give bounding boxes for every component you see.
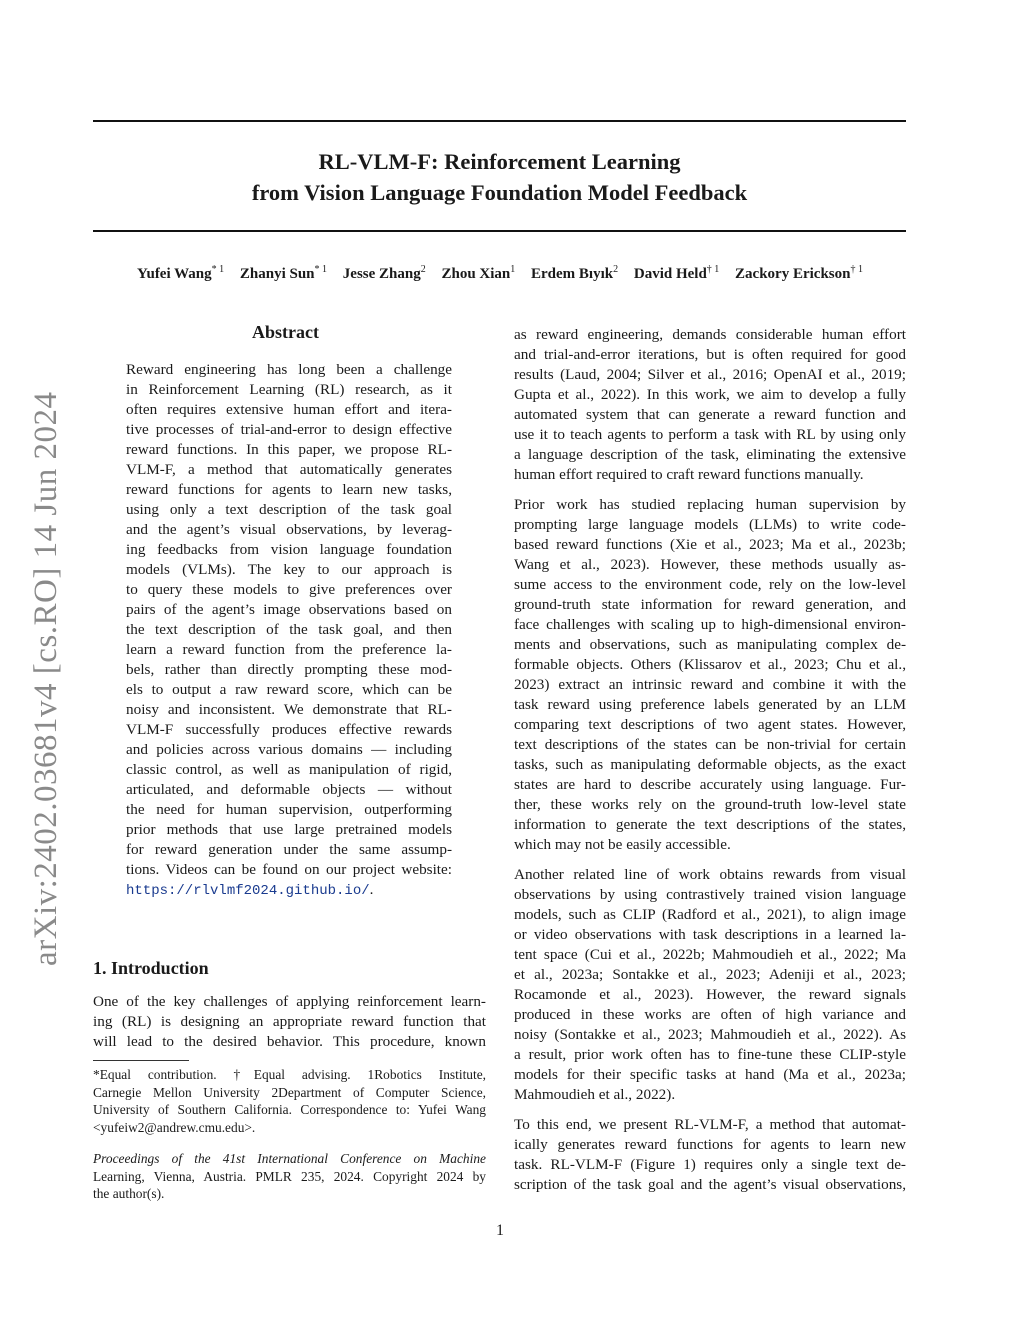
abstract-line: els to output a raw reward score, which can be	[126, 681, 452, 698]
abstract-line: and policies across various domains — including	[126, 741, 452, 758]
text-line: Wang et al., 2023). However, these methods usually as-	[514, 556, 906, 573]
text-line: information to generate the text descriptions of the states,	[514, 816, 906, 833]
paragraph	[514, 325, 906, 485]
author: Jesse Zhang$^2$	[342, 264, 426, 282]
abstract-line: often requires extensive human effort and itera-	[126, 401, 452, 418]
title-line-1: RL-VLM-F: Reinforcement Learning	[318, 149, 681, 174]
abstract-line: VLM-F, a method that automatically generates	[126, 461, 452, 478]
text-line: prompting large language models (LLMs) to write code-	[514, 516, 906, 533]
section-heading-introduction: 1. Introduction	[93, 958, 209, 978]
title-line-2: from Vision Language Foundation Model Feedback	[251, 180, 748, 205]
text-line: Mahmoudieh et al., 2022).	[514, 1086, 676, 1103]
footnote-line: *Equal contribution. †Equal advising. 1Robotics Institute,	[93, 1067, 486, 1082]
abstract-line: using only a text description of the task goal	[126, 501, 452, 518]
footnote-line: University of Southern California. Correspondence to: Yufei Wang	[93, 1102, 486, 1117]
paragraph	[514, 865, 906, 1105]
text-line: ground-truth state information for reward generation, and	[514, 596, 906, 613]
footnote-line: <yufeiw2@andrew.cmu.edu>.	[93, 1119, 256, 1135]
proceedings-line: the author(s).	[93, 1186, 165, 1201]
top-rule	[93, 120, 906, 122]
paper-title	[93, 146, 906, 208]
text-line: task reward using preference labels generated by an LLM	[514, 696, 906, 713]
abstract-line: VLM-F successfully produces effective rewards	[126, 721, 452, 738]
abstract-line: tions. Videos can be found on our project website:	[126, 861, 452, 878]
text-line: tent space (Cui et al., 2022b; Mahmoudieh et al., 2022; Ma	[514, 946, 906, 963]
author: Zackory Erickson$^{\dagger 1}$	[735, 264, 863, 282]
text-line: observations by using contrastively trained vision language	[514, 886, 906, 903]
text-line: face challenges with scaling up to high-dimensional environ-	[514, 616, 906, 633]
abstract-line: models (VLMs). The key to our approach is	[126, 561, 452, 578]
text-line: use it to teach agents to perform a task with RL by using only	[514, 426, 906, 443]
proceedings-line: Proceedings of the 41st International Conference on Machine	[93, 1151, 486, 1166]
text-line: human effort required to craft reward functions manually.	[514, 466, 864, 483]
text-line: noisy (Sontakke et al., 2023; Mahmoudieh et al., 2022). As	[514, 1026, 906, 1043]
abstract-url-line: https://rlvlmf2024.github.io/.	[126, 881, 374, 899]
author: Zhou Xian$^1$	[441, 264, 516, 282]
abstract-line: tive processes of trial-and-error to design effective	[126, 421, 452, 438]
page-number: 1	[496, 1222, 504, 1239]
author-list	[60, 266, 940, 283]
abstract-line: articulated, and deformable objects — without	[126, 781, 452, 798]
text-line: et al., 2023a; Sontakke et al., 2023; Adeniji et al., 2023;	[514, 966, 906, 983]
project-website-link[interactable]: https://rlvlmf2024.github.io/	[126, 883, 370, 899]
author: David Held$^{\dagger 1}$	[633, 264, 720, 282]
abstract-line: pairs of the agent’s image observations based on	[126, 601, 452, 618]
abstract-heading: Abstract	[252, 322, 319, 342]
abstract-line: in Reinforcement Learning (RL) research, as it	[126, 381, 452, 398]
intro-body	[93, 992, 486, 1052]
text-line: as reward engineering, demands considerable human effort	[514, 326, 906, 343]
text-line: a result, prior work often has to fine-tune these CLIP-style	[514, 1046, 906, 1063]
text-line: comparing text descriptions of two agent states. However,	[514, 716, 906, 733]
abstract-line: noisy and inconsistent. We demonstrate that RL-	[126, 701, 452, 718]
footnote-rule	[93, 1060, 189, 1061]
text-line: 2023) extract an intrinsic reward and combine it with the	[514, 676, 906, 693]
text-line: and trial-and-error iterations, but is often required for good	[514, 346, 906, 363]
text-line: states are hard to describe accurately using language. Fur-	[514, 776, 906, 793]
text-line: produced in these works are often of high variance and	[514, 1006, 906, 1023]
author: Erdem Bıyık$^2$	[531, 264, 619, 282]
abstract-line: and the agent’s visual observations, by leverag-	[126, 521, 452, 538]
intro-line: will lead to the desired behavior. This procedure, known	[93, 1033, 486, 1050]
text-line: which may not be easily accessible.	[514, 836, 731, 853]
text-line: Gupta et al., 2022). In this work, we aim to develop a fully	[514, 386, 906, 403]
text-line: tasks, such as manipulating deformable objects, as the exact	[514, 756, 906, 773]
text-line: ther, these works rely on the ground-truth low-level state	[514, 796, 906, 813]
paragraph	[514, 1115, 906, 1195]
text-line: sume access to the environment code, rely on the low-level	[514, 576, 906, 593]
abstract-line: the text description of the task goal, and then	[126, 621, 452, 638]
abstract-line: to query these models to give preferences over	[126, 581, 452, 598]
right-column	[514, 325, 906, 1205]
abstract-line: ing feedbacks from vision language foundation	[126, 541, 452, 558]
author: Zhanyi Sun$^{* 1}$	[239, 264, 328, 282]
abstract-line: reward functions for agents to learn new tasks,	[126, 481, 452, 498]
text-line: ments and observations, such as manipulating complex de-	[514, 636, 906, 653]
text-line: To this end, we present RL-VLM-F, a method that automat-	[514, 1116, 906, 1133]
text-line: Rocamonde et al., 2023). However, the reward signals	[514, 986, 906, 1003]
text-line: results (Laud, 2004; Silver et al., 2016; OpenAI et al., 2019;	[514, 366, 906, 383]
proceedings-note	[93, 1150, 486, 1203]
abstract-line: bels, rather than directly prompting these mod-	[126, 661, 452, 678]
text-line: scription of the task goal and the agent’s visual observations,	[514, 1176, 906, 1193]
footnote-line: Carnegie Mellon University 2Department of Computer Science,	[93, 1084, 486, 1100]
intro-line: One of the key challenges of applying reinforcement learn-	[93, 993, 486, 1010]
abstract-line: for reward generation under the same assump-	[126, 841, 452, 858]
abstract-line: the need for human supervision, outperforming	[126, 801, 452, 818]
text-line: a language description of the task, eliminating the extensive	[514, 446, 906, 463]
proceedings-line: Learning, Vienna, Austria. PMLR 235, 2024. Copyright 2024 by	[93, 1168, 486, 1184]
abstract-line: reward functions. In this paper, we propose RL-	[126, 441, 452, 458]
text-line: Prior work has studied replacing human supervision by	[514, 496, 906, 513]
text-line: task. RL-VLM-F (Figure 1) requires only a single text de-	[514, 1156, 906, 1173]
text-line: ically generates reward functions for agents to learn new	[514, 1136, 906, 1153]
paragraph	[514, 495, 906, 855]
abstract-line: learn a reward function from the preference la-	[126, 641, 452, 658]
text-line: formable objects. Others (Klissarov et al., 2023; Chu et al.,	[514, 656, 906, 673]
title-bottom-rule	[93, 230, 906, 232]
footnote	[93, 1066, 486, 1136]
text-line: models, such as CLIP (Radford et al., 2021), to align image	[514, 906, 906, 923]
text-line: or video observations with task descriptions in a learned la-	[514, 926, 906, 943]
author: Yufei Wang$^{* 1}$	[137, 264, 225, 282]
abstract-body	[126, 360, 452, 901]
intro-line: ing (RL) is designing an appropriate reward function that	[93, 1013, 486, 1030]
abstract-line: Reward engineering has long been a challenge	[126, 361, 452, 378]
text-line: automated system that can generate a reward function and	[514, 406, 906, 423]
text-line: text descriptions of the states can be non-trivial for certain	[514, 736, 906, 753]
abstract-line: prior methods that use large pretrained models	[126, 821, 452, 838]
arxiv-identifier: arXiv:2402.03681v4 [cs.RO] 14 Jun 2024	[28, 391, 64, 966]
text-line: Another related line of work obtains rewards from visual	[514, 866, 906, 883]
text-line: based reward functions (Xie et al., 2023; Ma et al., 2023b;	[514, 536, 906, 553]
abstract-line: classic control, as well as manipulation of rigid,	[126, 761, 452, 778]
text-line: models for their specific tasks at hand (Ma et al., 2023a;	[514, 1066, 906, 1083]
